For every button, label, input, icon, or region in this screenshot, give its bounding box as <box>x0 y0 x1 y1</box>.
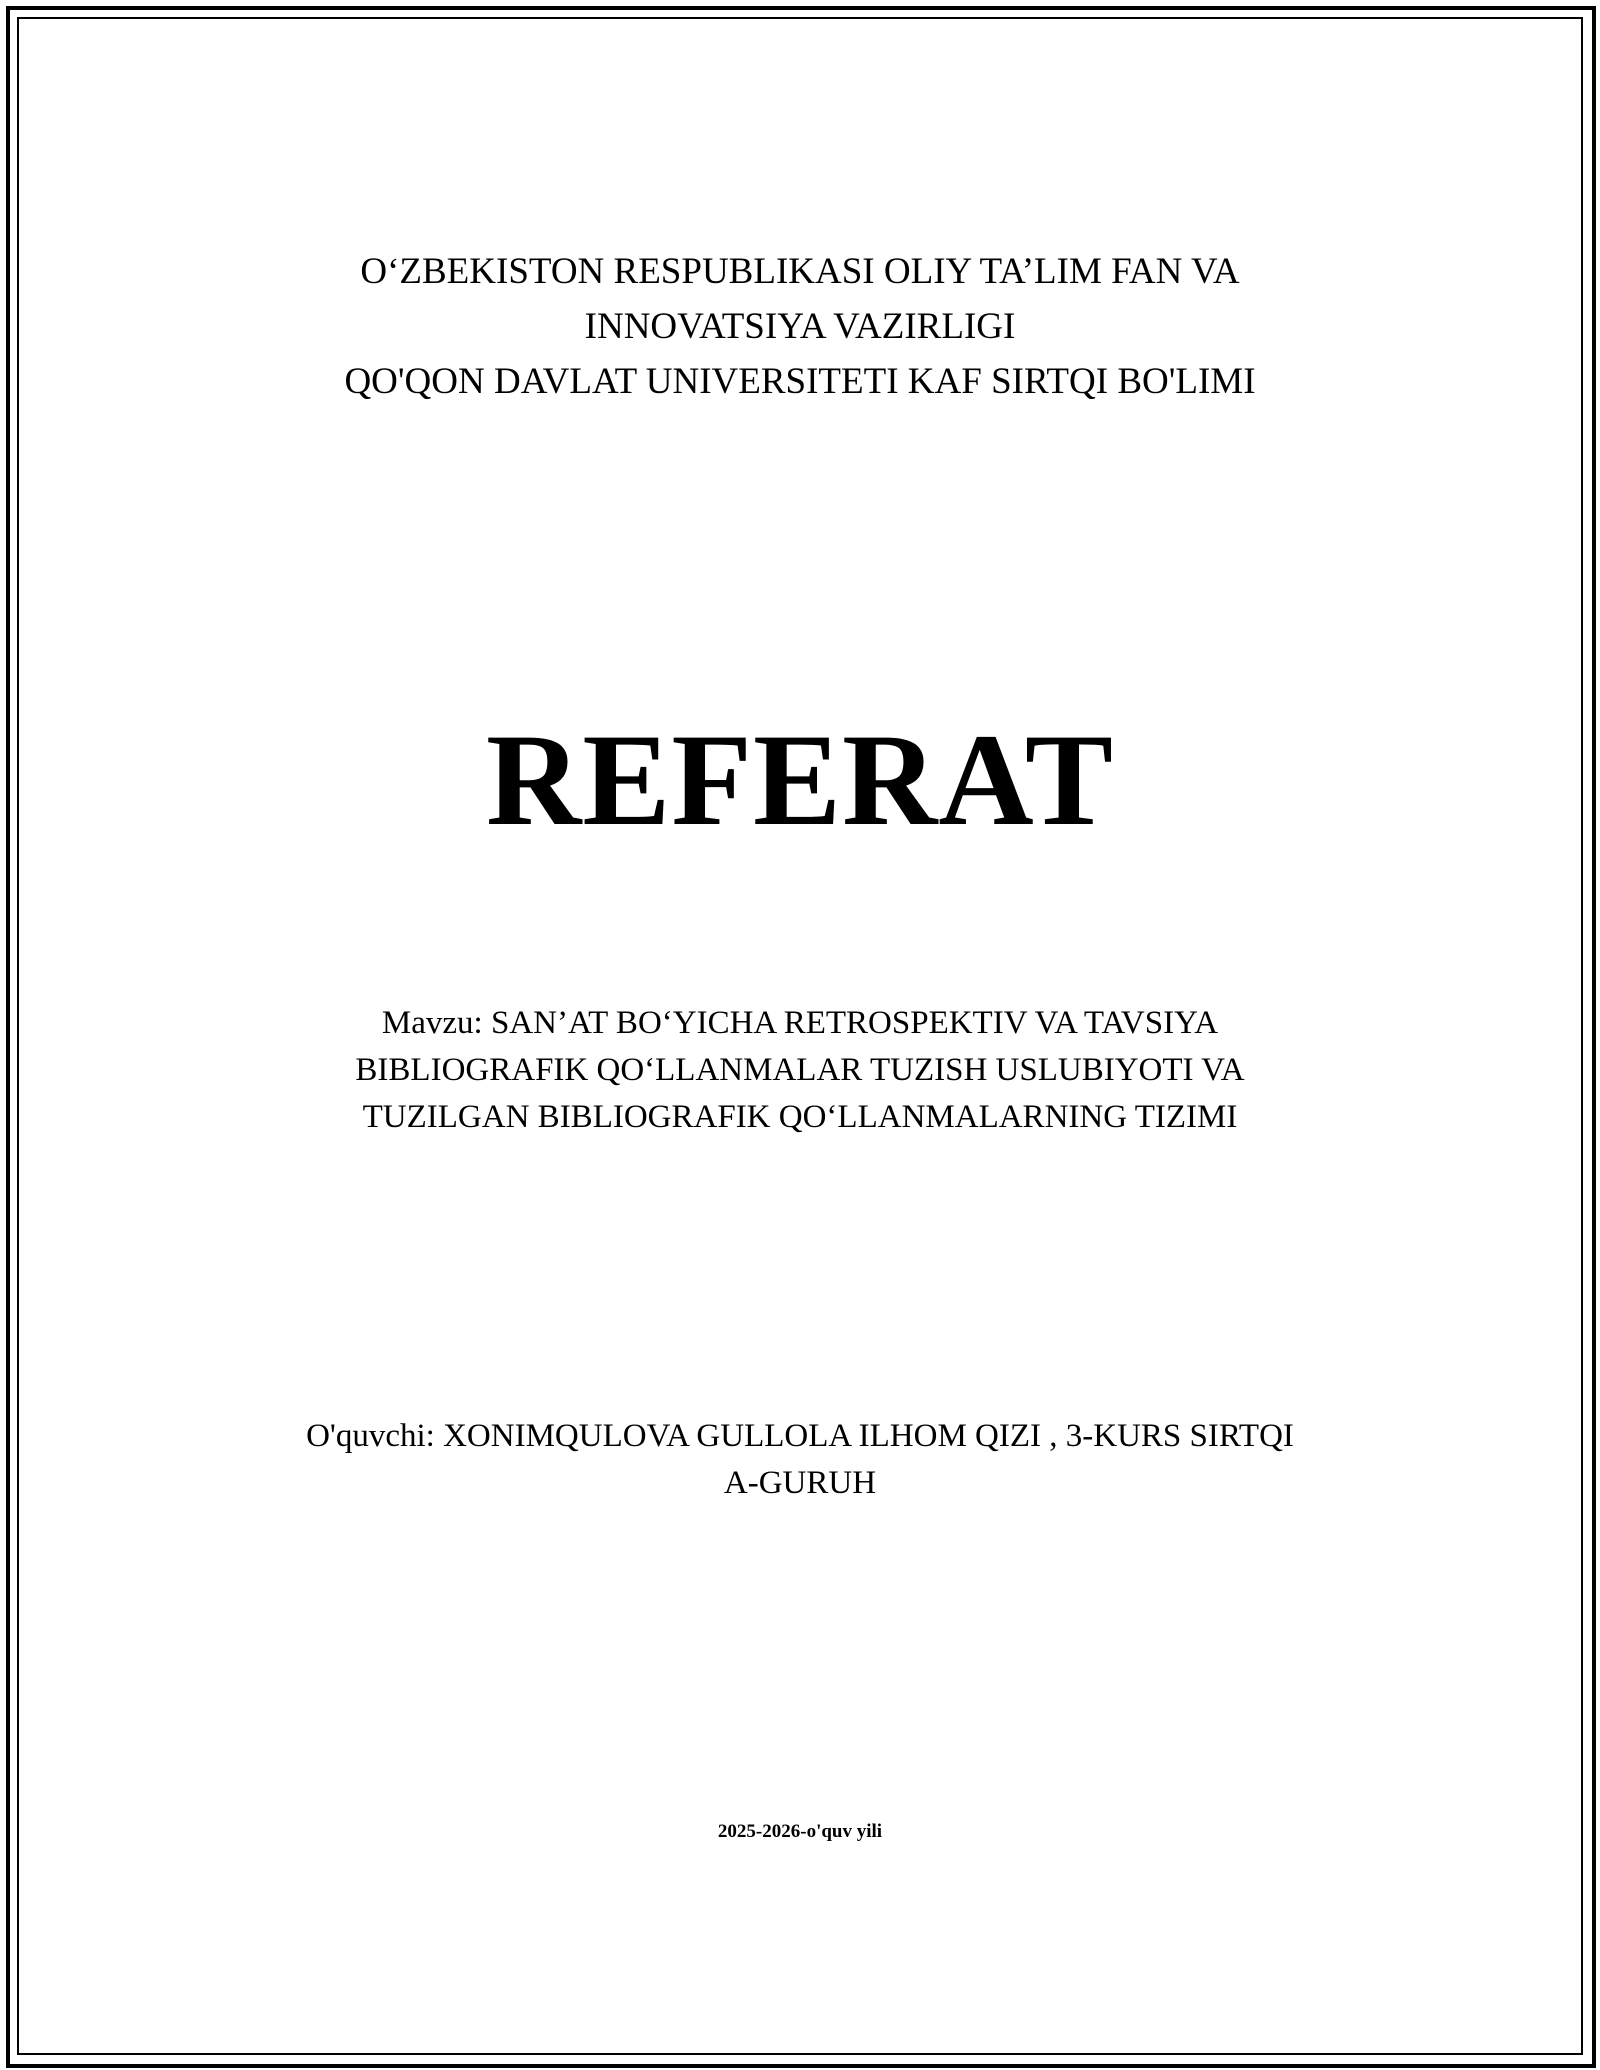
topic-line: TUZILGAN BIBLIOGRAFIK QO‘LLANMALARNING TIZIMI <box>362 1099 1238 1135</box>
topic-line: Mavzu: SAN’AT BO‘YICHA RETROSPEKTIV VA TAVSIYA <box>381 1005 1219 1041</box>
student-line: O'quvchi: XONIMQULOVA GULLOLA ILHOM QIZI , 3-KURS SIRTQI <box>306 1418 1294 1454</box>
student-line: A-GURUH <box>723 1465 877 1501</box>
header-line: QO'QON DAVLAT UNIVERSITETI KAF SIRTQI BO'LIMI <box>344 361 1256 402</box>
institution-header <box>0 244 1600 409</box>
topic-block <box>0 1000 1600 1141</box>
topic-line: BIBLIOGRAFIK QO‘LLANMALAR TUZISH USLUBIYOTI VA <box>355 1052 1245 1088</box>
student-block <box>0 1413 1600 1507</box>
header-line: INNOVATSIYA VAZIRLIGI <box>584 306 1016 347</box>
document-title: REFERAT <box>486 706 1114 853</box>
academic-year: 2025-2026-o'quv yili <box>717 1821 883 1842</box>
header-line: O‘ZBEKISTON RESPUBLIKASI OLIY TA’LIM FAN VA <box>360 251 1240 292</box>
